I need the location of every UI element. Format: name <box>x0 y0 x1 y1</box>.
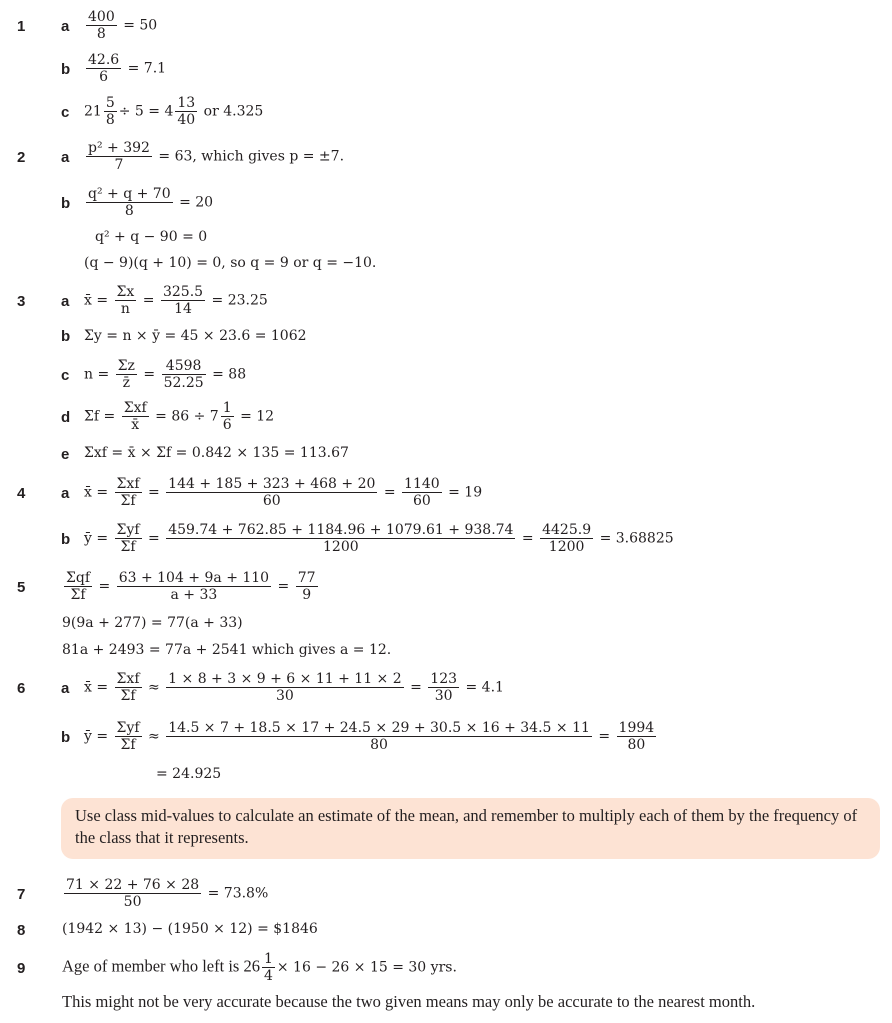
answer-4b: ȳ = $\frac{\text{Σyf}}{\Sigma f}$ = $\frac{459.74 + 762.85 + 1184.96 + 1079.61 + 938.74}{1200}$ = $\frac{4425.9}{1200}$ = 3.68825 <box>84 522 674 555</box>
part-label-3e: e <box>61 446 70 463</box>
answer-3d: Σf = $\frac{\text{Σxf}}{x̄}$ = 86 ÷ 7 $\frac{1}{6}$ = 12 <box>84 400 275 433</box>
answer-2b-line2: q² + q − 90 = 0 <box>95 229 208 245</box>
answer-2b-line3: (q − 9)(q + 10) = 0, so q = 9 or q = −10. <box>84 255 377 271</box>
answer-4a: x̄ = $\frac{\text{Σxf}}{\Sigma f}$ = $\frac{144 + 185 + 323 + 468 + 20}{60}$ = $\frac{1140}{60}$ = 19 <box>84 476 483 509</box>
answer-3a: x̄ = $\frac{\Sigma x}{n}$ = $\frac{325.5}{14}$ = 23.25 <box>84 284 268 317</box>
part-label-1c: c <box>61 104 70 121</box>
answer-7: $\frac{71 \times 22 + 76 \times 28}{50}$ = 73.8% <box>66 877 269 910</box>
answer-5: $\frac{\text{Σqf}}{\Sigma f}$ = $\frac{63 + 104 + 9a + 110}{a + 33}$ = $\frac{77}{9}$ <box>66 570 316 603</box>
answer-2a: $\frac{\text{p² + 392}}{7}$ = 63, which gives p = ±7. <box>88 140 345 173</box>
answer-1a: $\frac{400}{8}$ = 50 <box>88 9 158 42</box>
question-number-5: 5 <box>17 579 26 596</box>
answer-1b: $\frac{42.6}{6}$ = 7.1 <box>88 52 167 85</box>
answer-5-line3: 81a + 2493 = 77a + 2541 which gives a = 12. <box>62 642 392 658</box>
question-number-6: 6 <box>17 680 26 697</box>
hint-box: Use class mid-values to calculate an estimate of the mean, and remember to multiply each of them by the frequency of the class that it represents. <box>61 798 880 859</box>
question-number-7: 7 <box>17 886 26 903</box>
question-number-3: 3 <box>17 293 26 310</box>
answer-8: (1942 × 13) − (1950 × 12) = $1846 <box>62 921 318 937</box>
answer-5-line2: 9(9a + 277) = 77(a + 33) <box>62 615 243 631</box>
answer-2b: $\frac{\text{q² + q + 70}}{8}$ = 20 <box>88 186 214 219</box>
part-label-3c: c <box>61 367 70 384</box>
part-label-2b: b <box>61 195 71 212</box>
part-label-1a: a <box>61 18 70 35</box>
answer-1c: 21 $\frac{5}{8}$ ÷ 5 = 4 $\frac{13}{40}$ or 4.325 <box>84 95 264 128</box>
part-label-1b: b <box>61 61 71 78</box>
part-label-2a: a <box>61 149 70 166</box>
answer-6b: ȳ = $\frac{\text{Σyf}}{\Sigma f}$ ≈ $\frac{14.5 \times 7 + 18.5 \times 17 + 24.5 \times 29 + 30.5 \times 16 + 34.5 \times 11}{80}$ = $\frac{1994}{80}$ <box>84 720 655 753</box>
answer-6b-line2: = 24.925 <box>156 766 222 782</box>
part-label-3d: d <box>61 409 71 426</box>
question-number-8: 8 <box>17 922 26 939</box>
answer-3e: Σxf = x̄ × Σf = 0.842 × 135 = 113.67 <box>84 445 349 461</box>
question-number-2: 2 <box>17 149 26 166</box>
answer-9: Age of member who left is 26 $\frac{1}{4}$ × 16 − 26 × 15 = 30 yrs. <box>62 951 457 984</box>
answer-3b: Σy = n × ȳ = 45 × 23.6 = 1062 <box>84 328 307 344</box>
part-label-4a: a <box>61 485 70 502</box>
part-label-6a: a <box>61 680 70 697</box>
question-number-9: 9 <box>17 960 26 977</box>
part-label-4b: b <box>61 531 71 548</box>
answer-3c: n = $\frac{\Sigma z}{z̄}$ = $\frac{4598}{52.25}$ = 88 <box>84 358 247 391</box>
part-label-3b: b <box>61 328 71 345</box>
question-number-1: 1 <box>17 18 26 35</box>
part-label-6b: b <box>61 729 71 746</box>
part-label-3a: a <box>61 293 70 310</box>
answer-9-note: This might not be very accurate because the two given means may only be accurate to the nearest month. <box>62 992 756 1011</box>
question-number-4: 4 <box>17 485 26 502</box>
answer-6a: x̄ = $\frac{\text{Σxf}}{\Sigma f}$ ≈ $\frac{1 \times 8 + 3 \times 9 + 6 \times 11 + 11 \times 2}{30}$ = $\frac{123}{30}$ = 4.1 <box>84 671 504 704</box>
